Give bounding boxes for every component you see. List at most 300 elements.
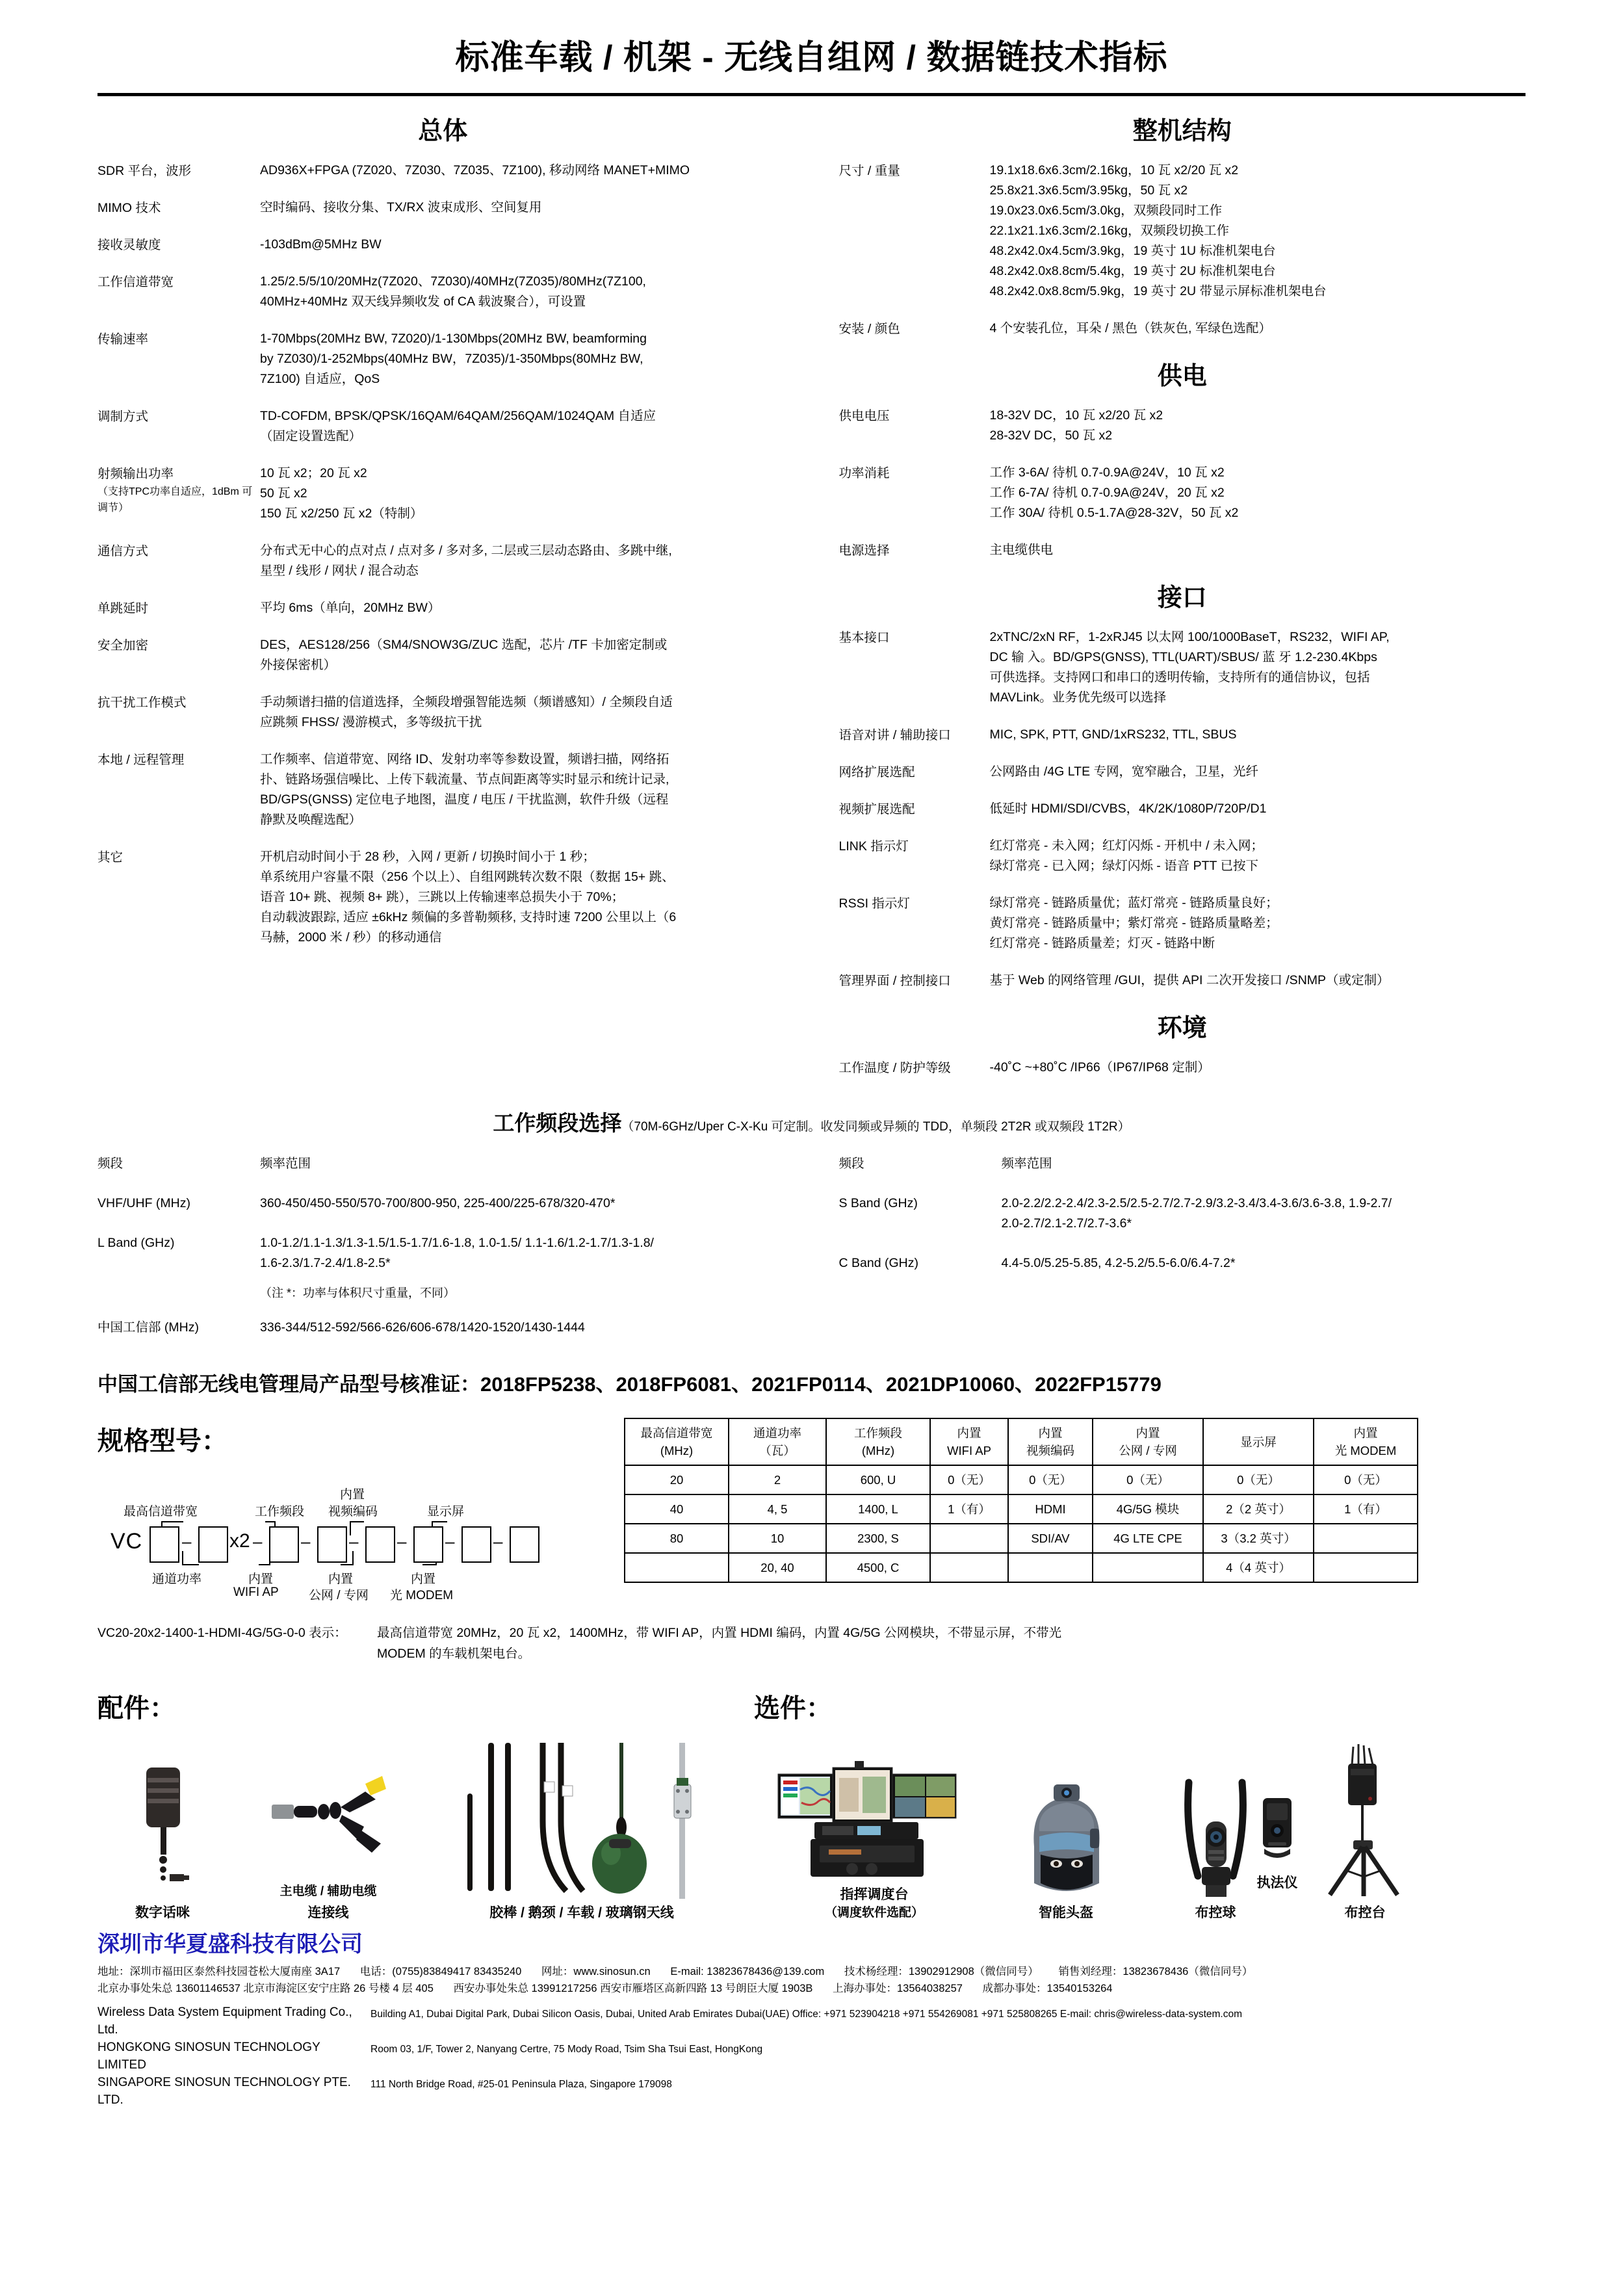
- handheld-mic-icon: [97, 1756, 227, 1899]
- model-label-net-2: 公网 / 专网: [309, 1589, 369, 1602]
- spec-value-line: 绿灯常亮 - 链路质量优；蓝灯常亮 - 链路质量良好；: [989, 896, 1279, 910]
- sales-contact-label: 销售刘经理：: [1058, 1966, 1123, 1977]
- accessory-sublabel-cable: 主电缆 / 辅助电缆: [279, 1885, 377, 1898]
- table-cell: 4G/5G 模块: [1093, 1494, 1203, 1524]
- model-slot-power[interactable]: [198, 1526, 228, 1563]
- spec-row: [839, 799, 1526, 819]
- spec-value: [990, 406, 1526, 446]
- table-column-header: [826, 1418, 930, 1465]
- frequency-col-header-range-right: 频率范围: [1001, 1156, 1052, 1171]
- table-cell: 0（无）: [1008, 1465, 1093, 1494]
- spec-key: MIMO 技术: [97, 201, 161, 215]
- spec-value-line: 黄灯常亮 - 链路质量中；紫灯常亮 - 链路质量略差；: [989, 916, 1279, 930]
- frequency-heading: [97, 1106, 1526, 1137]
- spec-value-line: 可供选择。支持网口和串口的透明传输，支持所有的通信协议，包括: [989, 670, 1370, 685]
- footer-entity-address: Building A1, Dubai Digital Park, Dubai Silicon Oasis, Dubai, United Arab Emirates Dubai(UAE) Office: +971 523904218 +971 554269081 +971 525808265 E-mail: chris@wireless-data-system.com: [370, 2009, 1242, 2020]
- column-right: [812, 96, 1526, 1095]
- frequency-range-line: 1.6-2.3/1.7-2.4/1.8-2.5*: [260, 1256, 391, 1270]
- section-heading-environment: 环境: [1157, 1015, 1207, 1042]
- frequency-row: [97, 1194, 788, 1214]
- spec-value-line: 50 瓦 x2: [260, 486, 307, 501]
- spec-key: 射频输出功率 （支持TPC功率自适应，1dBm 可调节）: [97, 463, 260, 516]
- spec-row: [97, 406, 788, 447]
- spec-key: 工作信道带宽: [97, 275, 174, 289]
- footer-contact-line-2: [97, 1980, 1526, 1997]
- spec-value-line: 工作 6-7A/ 待机 0.7-0.9A@24V，20 瓦 x2: [989, 486, 1225, 500]
- frequency-range-value: [260, 1194, 788, 1214]
- spec-key: 其它: [97, 850, 123, 865]
- spec-value-line: 4 个安装孔位，耳朵 / 黑色（铁灰色, 军绿色选配）: [989, 321, 1271, 335]
- table-column-header: [1314, 1418, 1418, 1465]
- option-caption-ptz: 布控球: [1195, 1905, 1236, 1920]
- model-label-video-2: 视频编码: [328, 1505, 378, 1519]
- spec-value: [260, 598, 788, 618]
- spec-value-line: 10 瓦 x2；20 瓦 x2: [260, 466, 367, 480]
- model-label-net-1: 内置: [328, 1572, 354, 1586]
- spec-key: 抗干扰工作模式: [97, 696, 187, 710]
- spec-value: [990, 971, 1526, 991]
- accessories-row: [0, 1731, 1623, 1922]
- footer-entity-address: Room 03, 1/F, Tower 2, Nanyang Certre, 75 Mody Road, Tsim Sha Tsui East, HongKong: [370, 2044, 763, 2055]
- spec-key: LINK 指示灯: [838, 839, 909, 854]
- certification-numbers: 2018FP5238、2018FP6081、2021FP0114、2021DP10060、2022FP15779: [480, 1373, 1162, 1396]
- spec-key: 功率消耗: [838, 466, 890, 480]
- spec-list-interface: [839, 627, 1526, 991]
- table-cell: 4500, C: [826, 1553, 930, 1582]
- spec-list-environment: [839, 1058, 1526, 1078]
- model-dash-4: –: [349, 1532, 359, 1551]
- table-cell: [930, 1553, 1008, 1582]
- model-example: [0, 1623, 1623, 1664]
- spec-value-line: 工作 30A/ 待机 0.5-1.7A@28-32V，50 瓦 x2: [989, 506, 1239, 520]
- model-slot-video[interactable]: [365, 1526, 395, 1563]
- table-cell: [625, 1553, 729, 1582]
- table-cell: 20: [625, 1465, 729, 1494]
- spec-value-line: 红灯常亮 - 链路质量差；灯灭 - 链路中断: [989, 936, 1215, 950]
- tech-contact-value: 13902912908（微信同号）: [908, 1966, 1039, 1977]
- address-label: 地址：: [97, 1966, 130, 1977]
- model-dash-6: –: [445, 1532, 455, 1551]
- spec-value: [990, 893, 1526, 954]
- section-heading-overall: 总体: [418, 118, 468, 145]
- footer-contact-line-1: [97, 1963, 1526, 1980]
- model-example-code: VC20-20x2-1400-1-HDMI-4G/5G-0-0 表示：: [97, 1626, 347, 1640]
- model-slot-modem[interactable]: [510, 1526, 539, 1563]
- command-console-icon: [767, 1731, 981, 1881]
- spec-value: [990, 627, 1526, 708]
- model-label-band: 工作频段: [255, 1505, 305, 1519]
- model-heading: 规格型号：: [97, 1427, 227, 1455]
- model-label-wifi-1: 内置: [248, 1572, 274, 1586]
- spec-key: 单跳延时: [97, 601, 149, 616]
- spec-key: 调制方式: [97, 410, 149, 424]
- spec-key: 工作温度 / 防护等级: [838, 1061, 951, 1075]
- table-cell: 40: [625, 1494, 729, 1524]
- leader-line-screen-h: [432, 1521, 447, 1522]
- table-column-header-line: (MHz): [660, 1444, 694, 1457]
- spec-value: [990, 836, 1526, 876]
- spec-value-line: TD-COFDM, BPSK/QPSK/16QAM/64QAM/256QAM/1024QAM 自适应: [260, 409, 656, 423]
- table-cell: 0（无）: [930, 1465, 1008, 1494]
- table-cell: 2300, S: [826, 1524, 930, 1553]
- model-dash-2: –: [253, 1532, 263, 1551]
- frequency-heading-main: 工作频段选择: [493, 1111, 622, 1135]
- model-label-video-1: 内置: [340, 1488, 365, 1502]
- spec-value-line: 空时编码、接收分集、TX/RX 波束成形、空间复用: [260, 200, 542, 215]
- spec-value: [260, 161, 788, 181]
- smart-helmet-icon: [1001, 1749, 1131, 1899]
- spec-value: [990, 540, 1526, 560]
- option-caption-console: 指挥调度台: [840, 1887, 909, 1902]
- company-name: 深圳市华夏盛科技有限公司: [97, 1932, 363, 1957]
- spec-row: [839, 319, 1526, 339]
- spec-key: 安装 / 颜色: [838, 322, 900, 336]
- table-column-header-line: 视频编码: [1026, 1444, 1074, 1457]
- spec-row: [97, 598, 788, 618]
- option-caption-bodycam: 执法仪: [1256, 1875, 1298, 1890]
- table-column-header-line: 最高信道带宽: [640, 1426, 713, 1440]
- office-chengdu: 成都办事处：13540153264: [982, 1983, 1113, 1994]
- frequency-col-header-band-right: 频段: [838, 1156, 864, 1171]
- spec-value-line: 静默及唤醒选配）: [260, 813, 362, 827]
- spec-value-line: 22.1x21.1x6.3cm/2.16kg，双频段切换工作: [989, 224, 1229, 238]
- model-prefix: VC: [110, 1529, 143, 1554]
- spec-row: [839, 463, 1526, 523]
- frequency-range-line: 2.0-2.2/2.2-2.4/2.3-2.5/2.5-2.7/2.7-2.9/3.2-3.4/3.4-3.6/3.6-3.8, 1.9-2.7/: [1001, 1196, 1392, 1210]
- table-column-header: [930, 1418, 1008, 1465]
- table-cell: [1093, 1553, 1203, 1582]
- leader-line-wifi-h: [259, 1564, 270, 1565]
- table-column-header-line: 通道功率: [753, 1426, 801, 1440]
- table-column-header: [625, 1418, 729, 1465]
- spec-value: [990, 762, 1526, 782]
- model-label-modem-2: 光 MODEM: [390, 1589, 454, 1602]
- spec-value-line: 1.25/2.5/5/10/20MHz(7Z020、7Z030)/40MHz(7Z035)/80MHz(7Z100,: [260, 274, 646, 289]
- spec-value-line: DC 输 入。BD/GPS(GNSS), TTL(UART)/SBUS/ 蓝 牙 1.2-230.4Kbps: [989, 650, 1377, 664]
- model-table-area: [624, 1413, 1418, 1603]
- model-slot-net[interactable]: [413, 1526, 443, 1563]
- model-label-wifi-2: WIFI AP: [233, 1585, 279, 1599]
- spec-row: [97, 235, 788, 255]
- model-label-bandwidth: 最高信道带宽: [123, 1505, 198, 1519]
- table-cell: 4G LTE CPE: [1093, 1524, 1203, 1553]
- spec-value: [990, 319, 1526, 339]
- footer-entity-row: [97, 2003, 1526, 2039]
- spec-value: [260, 272, 788, 312]
- spec-value-line: 语音 10+ 跳、视频 8+ 跳），三跳以上传输速率总损失小于 70%；: [260, 890, 625, 904]
- table-cell: 20, 40: [729, 1553, 826, 1582]
- spec-value: [990, 1058, 1526, 1078]
- spec-value-line: 自动载波跟踪, 适应 ±6kHz 频偏的多普勒频移, 支持时速 7200 公里以上（6: [260, 910, 677, 924]
- column-left: [97, 96, 812, 1095]
- spec-value-line: 应跳频 FHSS/ 漫游模式，多等级抗干扰: [260, 715, 482, 729]
- frequency-heading-sub: （70M-6GHz/Uper C-X-Ku 可定制。收发同频或异频的 TDD，单频段 2T2R 或双频段 1T2R）: [621, 1120, 1130, 1134]
- spec-value-line: by 7Z030)/1-252Mbps(40MHz BW，7Z035)/1-350Mbps(80MHz BW,: [260, 352, 643, 366]
- table-row: [625, 1465, 1418, 1494]
- frequency-column-left: [97, 1154, 812, 1357]
- table-cell: [1314, 1553, 1418, 1582]
- email-label: E-mail:: [670, 1966, 704, 1977]
- spec-value-line: 40MHz+40MHz 双天线异频收发 of CA 载波聚合），可设置: [260, 294, 586, 309]
- spec-value-line: 公网路由 /4G LTE 专网，宽窄融合，卫星，光纤: [989, 764, 1258, 779]
- spec-value: [990, 463, 1526, 523]
- spec-value-line: 主电缆供电: [989, 543, 1054, 557]
- model-example-description: [377, 1623, 1526, 1664]
- spec-value-line: 扑、链路场强信噪比、上传下载流量、节点间距离等实时显示和统计记录,: [260, 772, 669, 787]
- frequency-band-label: S Band (GHz): [838, 1196, 918, 1210]
- spec-columns: [0, 96, 1623, 1095]
- frequency-row: [839, 1253, 1526, 1273]
- frequency-range-line: 1.0-1.2/1.1-1.3/1.3-1.5/1.5-1.7/1.6-1.8, 1.0-1.5/ 1.1-1.6/1.2-1.7/1.3-1.8/: [260, 1236, 654, 1250]
- spec-value-line: AD936X+FPGA (7Z020、7Z030、7Z035、7Z100), 移动网络 MANET+MIMO: [260, 163, 690, 177]
- spec-key: 基本接口: [838, 631, 890, 645]
- accessories-headings: [0, 1688, 1623, 1725]
- leader-line-net-v: [352, 1551, 354, 1565]
- spec-key: SDR 平台，波形: [97, 164, 192, 178]
- spec-value: [260, 235, 788, 255]
- spec-value-line: 19.1x18.6x6.3cm/2.16kg，10 瓦 x2/20 瓦 x2: [989, 163, 1239, 177]
- spec-key-note: （支持TPC功率自适应，1dBm 可调节）: [97, 486, 253, 514]
- spec-value: [260, 329, 788, 389]
- spec-key: 视频扩展选配: [838, 802, 915, 816]
- section-heading-structure: 整机结构: [1132, 118, 1232, 145]
- table-row: [625, 1553, 1418, 1582]
- model-dash-1: –: [182, 1532, 192, 1551]
- leader-line-modem-h: [422, 1564, 437, 1565]
- tel-value: (0755)83849417 83435240: [392, 1966, 522, 1977]
- frequency-row: [839, 1194, 1526, 1234]
- spec-value-line: 星型 / 线形 / 网状 / 混合动态: [260, 564, 419, 578]
- table-column-header-line: 公网 / 专网: [1119, 1444, 1177, 1457]
- model-slot-wifi[interactable]: [317, 1526, 347, 1563]
- leader-line-power-v: [182, 1551, 183, 1565]
- table-cell: HDMI: [1008, 1494, 1093, 1524]
- spec-key: 尺寸 / 重量: [838, 164, 900, 178]
- spec-value: [260, 750, 788, 830]
- table-row: [625, 1524, 1418, 1553]
- accessory-caption-antennas: 胶棒 / 鹅颈 / 车载 / 玻璃钢天线: [489, 1905, 674, 1920]
- table-cell: 4（4 英寸）: [1203, 1553, 1314, 1582]
- spec-row: [97, 463, 788, 524]
- email-value[interactable]: 13823678436@139.com: [707, 1966, 825, 1977]
- spec-key: 接收灵敏度: [97, 238, 161, 252]
- spec-value-line: 1-70Mbps(20MHz BW, 7Z020)/1-130Mbps(20MHz BW, beamforming: [260, 332, 647, 346]
- model-slot-screen[interactable]: [461, 1526, 491, 1563]
- spec-value-line: （固定设置选配）: [260, 429, 362, 443]
- frequency-section: [0, 1095, 1623, 1357]
- option-item-bodycam: [1222, 1794, 1332, 1892]
- spec-value-line: 绿灯常亮 - 已入网；绿灯闪烁 - 语音 PTT 已按下: [989, 859, 1258, 873]
- table-column-header-line: 内置: [1136, 1426, 1160, 1440]
- spec-value: [260, 541, 788, 581]
- spec-key: 语音对讲 / 辅助接口: [838, 728, 951, 742]
- model-label-power: 通道功率: [152, 1572, 202, 1586]
- table-header-row: [625, 1418, 1418, 1465]
- model-code-diagram: [97, 1467, 611, 1603]
- model-slot-band[interactable]: [269, 1526, 299, 1563]
- page-title: 标准车载 / 机架 - 无线自组网 / 数据链技术指标: [455, 39, 1168, 77]
- frequency-note: （注 *：功率与体积尺寸重量，不同）: [260, 1286, 456, 1299]
- footer-entity-address: 111 North Bridge Road, #25-01 Peninsula Plaza, Singapore 179098: [370, 2079, 672, 2090]
- table-cell: [930, 1524, 1008, 1553]
- frequency-band-miit: 中国工信部 (MHz): [97, 1320, 199, 1335]
- spec-row: [839, 893, 1526, 954]
- frequency-row-miit: [97, 1318, 788, 1338]
- table-cell: 0（无）: [1203, 1465, 1314, 1494]
- model-section: [0, 1413, 1623, 1603]
- table-cell: SDI/AV: [1008, 1524, 1093, 1553]
- table-cell: 600, U: [826, 1465, 930, 1494]
- frequency-band-label: VHF/UHF (MHz): [97, 1196, 190, 1210]
- footer-entity-row: [97, 2074, 1526, 2109]
- table-body: [625, 1465, 1418, 1582]
- spec-value-line: 48.2x42.0x4.5cm/3.9kg，19 英寸 1U 标准机架电台: [989, 244, 1276, 258]
- spec-key: 安全加密: [97, 638, 149, 653]
- table-column-header-line: 工作频段: [853, 1426, 902, 1440]
- options-heading: 选件：: [754, 1694, 832, 1723]
- accessory-item-antennas: [429, 1749, 734, 1922]
- spec-row: [839, 725, 1526, 745]
- spec-row: [97, 635, 788, 675]
- spec-value: [260, 635, 788, 675]
- table-cell: 80: [625, 1524, 729, 1553]
- table-cell: [1314, 1524, 1418, 1553]
- leader-line-video-h: [350, 1521, 364, 1522]
- spec-value: [260, 847, 788, 948]
- spec-list-structure: [839, 161, 1526, 339]
- tel-label: 电话：: [359, 1966, 393, 1977]
- table-column-header-line: 内置: [1353, 1426, 1378, 1440]
- table-cell: 0（无）: [1093, 1465, 1203, 1494]
- accessories-group: [97, 1731, 754, 1922]
- spec-value-line: BD/GPS(GNSS) 定位电子地图，温度 / 电压 / 干扰监测，软件升级（远程: [260, 792, 669, 807]
- footer: [0, 1926, 1623, 2109]
- certification-label: 中国工信部无线电管理局产品型号核准证：: [97, 1373, 480, 1396]
- frequency-header-row-right: [839, 1154, 1526, 1174]
- table-column-header-line: 光 MODEM: [1334, 1444, 1397, 1457]
- footer-entity-name: SINGAPORE SINOSUN TECHNOLOGY PTE. LTD.: [97, 2076, 351, 2107]
- section-heading-power: 供电: [1157, 363, 1207, 390]
- spec-value-line: 工作 3-6A/ 待机 0.7-0.9A@24V，10 瓦 x2: [989, 465, 1225, 480]
- spec-value-line: 18-32V DC，10 瓦 x2/20 瓦 x2: [989, 408, 1163, 423]
- spec-key: 管理界面 / 控制接口: [838, 974, 951, 988]
- frequency-range-line: 4.4-5.0/5.25-5.85, 4.2-5.2/5.5-6.0/6.4-7.2*: [1001, 1256, 1236, 1270]
- spec-list-power: [839, 406, 1526, 560]
- spec-row: [97, 692, 788, 733]
- spec-value-line: MAVLink。业务优先级可以选择: [989, 690, 1167, 705]
- spec-key: RSSI 指示灯: [838, 896, 910, 911]
- frequency-range-line: 360-450/450-550/570-700/800-950, 225-400/225-678/320-470*: [260, 1196, 616, 1210]
- antenna-set-icon: [429, 1749, 734, 1899]
- spec-row: [97, 329, 788, 389]
- frequency-rows-right: [839, 1194, 1526, 1273]
- bodycam-icon: [1222, 1794, 1332, 1869]
- option-caption-tripod: 布控台: [1344, 1905, 1386, 1920]
- model-dash-5: –: [397, 1532, 407, 1551]
- table-column-header: [1093, 1418, 1203, 1465]
- footer-entity-name: Wireless Data System Equipment Trading Co., Ltd.: [97, 2005, 352, 2037]
- spec-value-line: 48.2x42.0x8.8cm/5.4kg，19 英寸 2U 标准机架电台: [989, 264, 1276, 278]
- spec-key: 供电电压: [838, 409, 890, 423]
- frequency-range-value: [1002, 1253, 1526, 1273]
- table-cell: 0（无）: [1314, 1465, 1418, 1494]
- spec-row: [97, 847, 788, 948]
- table-column-header-line: 显示屏: [1240, 1435, 1277, 1449]
- frequency-col-header-range: 频率范围: [260, 1156, 311, 1171]
- model-diagram-area: [97, 1413, 624, 1603]
- web-value[interactable]: www.sinosun.cn: [573, 1966, 651, 1977]
- footer-entity-name: HONGKONG SINOSUN TECHNOLOGY LIMITED: [97, 2041, 320, 2072]
- spec-value-line: 外接保密机）: [260, 658, 337, 672]
- tech-contact-label: 技术杨经理：: [844, 1966, 909, 1977]
- power-cable-icon: [247, 1738, 409, 1881]
- spec-row: [839, 540, 1526, 560]
- spec-row: [839, 627, 1526, 708]
- frequency-range-value: [1002, 1194, 1526, 1234]
- frequency-range-line: 2.0-2.7/2.1-2.7/2.7-3.6*: [1001, 1216, 1132, 1231]
- spec-value-line: 开机启动时间小于 28 秒，入网 / 更新 / 切换时间小于 1 秒；: [260, 850, 595, 864]
- office-xian: 西安办事处朱总 13991217256 西安市雁塔区高新四路 13 号朗臣大厦 1903B: [453, 1983, 813, 1994]
- section-heading-interface: 接口: [1157, 584, 1207, 612]
- frequency-rows-left: [97, 1194, 788, 1273]
- model-multiplier: x2: [229, 1530, 250, 1552]
- spec-value: [260, 198, 788, 218]
- leader-line-bw-h: [161, 1521, 183, 1522]
- spec-value-line: 48.2x42.0x8.8cm/5.9kg，19 英寸 2U 带显示屏标准机架电台: [989, 284, 1327, 298]
- spec-value-line: 低延时 HDMI/SDI/CVBS，4K/2K/1080P/720P/D1: [989, 802, 1267, 816]
- spec-value-line: MIC, SPK, PTT, GND/1xRS232, TTL, SBUS: [989, 727, 1237, 742]
- spec-value-line: 25.8x21.3x6.5cm/3.95kg，50 瓦 x2: [989, 183, 1188, 198]
- spec-value: [990, 725, 1526, 745]
- accessory-caption-mic: 数字话咪: [135, 1905, 190, 1920]
- model-slot-bandwidth[interactable]: [149, 1526, 179, 1563]
- table-cell: [1008, 1553, 1093, 1582]
- table-cell: 1（有）: [1314, 1494, 1418, 1524]
- spec-key: 通信方式: [97, 544, 149, 558]
- spec-value-line: -103dBm@5MHz BW: [260, 237, 382, 252]
- office-shanghai: 上海办事处：13564038257: [833, 1983, 963, 1994]
- frequency-range-value: [260, 1233, 788, 1273]
- leader-line-power-h: [182, 1564, 199, 1565]
- table-row: [625, 1494, 1418, 1524]
- frequency-band-label: C Band (GHz): [838, 1256, 918, 1270]
- spec-row: [839, 161, 1526, 302]
- address-value: 深圳市福田区泰然科技园苍松大厦南座 3A17: [129, 1966, 341, 1977]
- accessory-caption-cable: 连接线: [307, 1905, 349, 1920]
- model-spec-table: [624, 1418, 1418, 1583]
- spec-value-line: 单系统用户容量不限（256 个以上）、自组网跳转次数不限（数据 15+ 跳、: [260, 870, 675, 884]
- frequency-col-header-band: 频段: [97, 1156, 123, 1171]
- spec-row: [97, 161, 788, 181]
- table-column-header-line: WIFI AP: [947, 1444, 991, 1457]
- spec-key: 网络扩展选配: [838, 765, 915, 779]
- leader-line-net-h: [341, 1564, 354, 1565]
- frequency-range-miit: 336-344/512-592/566-626/606-678/1420-1520/1430-1444: [260, 1320, 585, 1335]
- spec-key: 本地 / 远程管理: [97, 753, 185, 767]
- table-column-header: [1203, 1418, 1314, 1465]
- table-column-header-line: 内置: [1038, 1426, 1063, 1440]
- table-cell: 2（2 英寸）: [1203, 1494, 1314, 1524]
- certification-line: [0, 1368, 1623, 1397]
- option-item-console: [767, 1731, 981, 1922]
- table-cell: 10: [729, 1524, 826, 1553]
- spec-value: [990, 161, 1526, 302]
- spec-value-line: 手动频谱扫描的信道选择，全频段增强智能选频（频谱感知）/ 全频段自适: [260, 695, 673, 709]
- spec-value-line: 分布式无中心的点对点 / 点对多 / 多对多, 二层或三层动态路由、多跳中继,: [260, 543, 672, 558]
- spec-value: [260, 463, 788, 524]
- spec-value-line: 红灯常亮 - 未入网；红灯闪烁 - 开机中 / 未入网；: [989, 839, 1264, 853]
- spec-value-line: 7Z100) 自适应，QoS: [260, 372, 380, 386]
